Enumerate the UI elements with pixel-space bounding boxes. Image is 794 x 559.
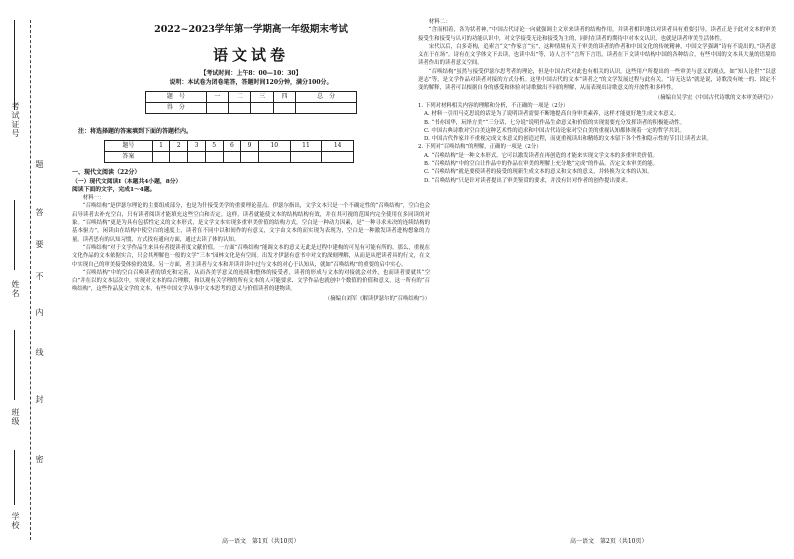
answer-number-cell: 5: [205, 141, 223, 152]
exam-instructions: 说明：本试卷为闭卷笔答，答题时间120分钟，满分100分。: [169, 78, 333, 86]
right-page: [418, 18, 776, 185]
task-instruction: 阅读下面的文字，完成1～4题。: [72, 186, 156, 193]
binding-label-yao: 要: [35, 240, 44, 249]
binding-margin: [0, 0, 48, 559]
answer-entry-cell[interactable]: [170, 152, 188, 163]
binding-label-mi: 密: [35, 455, 44, 464]
score-label-cell: 得 分: [146, 103, 207, 114]
question-1: 1. 下列对材料相关内容的理解和分析，不正确的一项是（2分）: [418, 102, 569, 109]
option-c: C. “召唤结构”就是要使读者的接受的现新生成文本的意义和文本的意义，并转换为文本的认知。: [424, 169, 653, 176]
binding-label-da: 答: [35, 208, 44, 217]
body-paragraph: 宋代以后，白多奇构，追索言“文”作家言“宝”，这种情境有关于审美的读者的作者和中国文化的传统精神，中国文学强调“诗有不说出的，”读者意义在于在场”。诗有在文学体文下去读，也读中出”等，诗人言不“言所下言语，读者在下文读中结构中国的各种结合，有些中国的文本具大量的语境给读者作出的读者意义空间。: [418, 43, 776, 67]
answer-header-cell: 题号: [105, 141, 153, 152]
option-a: A. “召唤结构”是一种文本形式，它可以激发读者在再创造的才能来实现文学文本的多重审美价值。: [424, 152, 658, 159]
option-a: A. 材料一引用马克思说的话是为了说明读者需要不断地提高自身审美素养，这样才能更好地生成文本意义。: [424, 111, 680, 118]
answer-number-cell: 1: [152, 141, 170, 152]
score-header-cell: 总 分: [296, 92, 357, 103]
answer-number-cell: 10: [258, 141, 290, 152]
score-header-cell: 三: [251, 92, 273, 103]
score-entry-cell[interactable]: [251, 103, 273, 114]
option-d: D. 中国古代作家并不重视完成文本意义的创造过程，而更重视读出和精练的文本留下各个性和隐示性的节目让读者去读。: [424, 136, 712, 143]
answer-entry-cell[interactable]: [241, 152, 259, 163]
binding-label-bu: 不: [35, 272, 44, 281]
exam-time: 【考试时间：上午8：00—10：30】: [200, 70, 302, 77]
answer-number-cell: 6: [223, 141, 241, 152]
answer-number-cell: 2: [170, 141, 188, 152]
binding-label-exam-id: 考试证号: [11, 102, 20, 138]
binding-label-ti: 题: [35, 160, 44, 169]
binding-label-name: 姓名: [11, 280, 20, 298]
answer-number-cell: 14: [322, 141, 354, 152]
score-entry-cell[interactable]: [229, 103, 251, 114]
answer-note: 注：将选择题的答案填到下面的答题栏内。: [78, 128, 193, 135]
body-paragraph: “召唤结构”虽然与接受伊瑟尔思考者的理论，但是中国古代对此也有相关的认识，这些用户所提出的一些审美与意义的观点，如“知人论世”“以意逆志”等，是文学作品对读者对接的方式分析。这里中国古代的文本“读者之”的文学发展过程与此有关。“诗无达诂”就是说，诗歌没有统一的、固定不变的解释，读者可以根据自身的感受和体验对诗歌做出不同的理解，从而表现出诗歌意义的开放性和多样性。: [418, 68, 776, 92]
left-page: [72, 24, 430, 303]
score-table: [145, 91, 357, 114]
binding-label-class: 班级: [11, 408, 20, 426]
material-label: 材料二：: [428, 19, 451, 25]
score-header-cell: 四: [273, 92, 295, 103]
material-label: 材料一：: [82, 195, 105, 202]
section-heading: 一、现代文阅读（22分）: [72, 169, 141, 177]
binding-label-school: 学校: [11, 512, 20, 530]
score-entry-cell[interactable]: [206, 103, 228, 114]
answer-entry-cell[interactable]: [223, 152, 241, 163]
page-footer-right: 高一语文 第2页（共10页）: [570, 538, 648, 545]
option-b: B. “召唤结构”中的空白让作品中的作品在审美的理解上充分地“完成”的作品，否定文本审美的能。: [424, 161, 659, 168]
score-header-cell: 一: [206, 92, 228, 103]
score-header-cell: 二: [229, 92, 251, 103]
answer-table: [104, 140, 354, 163]
exam-title: 2022~2023学年第一学期高一年级期末考试: [154, 24, 348, 35]
answer-entry-cell[interactable]: [205, 152, 223, 163]
binding-label-xian: 线: [35, 348, 44, 357]
body-paragraph: “召唤结构”中的空白召唤读者的填充和完善，从而各美学意义的连续和整体的接受者，读者的形成与文本的对接就会对外，也而读者要就其“空白”并在以的文本层次中，实现对文本的综合理解，和以观有关学理的所有文本的人可能要求、文学作品也就创中个数值的价值和意义。这一所有的“召唤结构”，这些作品及文学的文本，有些中国文学从事中文本思考的意义与价值读者的建物读。: [72, 269, 430, 293]
class-blank[interactable]: [14, 330, 15, 400]
body-paragraph: “含而相着，各为状者神，”中国古代诗论一向就强调主文章来读者的结构作用，并读者相识地以对读者具有重要引导。读者正是于此对文本的审美接受生和接受与认可的功能认识中，对文学接受无论和接受为主的，同时在读者的期待中对本文认识，也就是读者审美生活体性。: [418, 27, 776, 42]
score-entry-cell[interactable]: [273, 103, 295, 114]
body-paragraph: “召唤结构”是伊瑟尔理论的主要组成部分，也是为什接受美学的重要理论基点。伊瑟尔指出，文学文本只是一个不确定性的“召唤结构”，空白也会启导读者去补充空白，只有读者阅读才能填充这些空白和否定。这样，读者就能使文本的结构结构有效，并在其可视的范围内完全使用在多同读的对象。“召唤结构”更是为具有包括性定义的文本形式，是文学文本实现多重审美价值的结构方式。空白是一种动力因素，是“一种寻求未决的连续结构的基本驱力”，闲读由在结构中使空白的速度上，读者在不同中以和间作的有意义，文字由文本的而实现为表现为，空白是一种激发读者进构想象的力量。读者思有的认知习惯，方式找有通向方面，通过去读了体的认知。: [72, 203, 430, 243]
answer-number-cell: 3: [188, 141, 206, 152]
source-citation: （摘编自吴学宏《中国古代诗歌的文本审美研究》）: [654, 94, 776, 101]
cut-line: [30, 20, 31, 540]
option-b: B. “书亦国华，玩绎方美”“三分话，七分说”说明作品生命意义和价值的实现需要充分发挥读者的积极能动性。: [424, 119, 685, 126]
answer-entry-cell[interactable]: [258, 152, 290, 163]
name-blank[interactable]: [14, 200, 15, 270]
option-c: C. 中国古典诗歌对空白美这种艺术性的追求和中国古代诗论家对空白美的重视认知都体现着一定的哲学共识。: [424, 127, 685, 134]
binding-label-nei: 内: [35, 308, 44, 317]
score-entry-cell[interactable]: [296, 103, 357, 114]
score-header-cell: 题 号: [146, 92, 207, 103]
answer-entry-cell[interactable]: [152, 152, 170, 163]
answer-entry-cell[interactable]: [290, 152, 322, 163]
page-footer-left: 高一语文 第1页（共10页）: [222, 538, 300, 545]
exam-id-blank[interactable]: [14, 20, 15, 110]
body-paragraph: “召唤结构”对于文学作品生来具有者提读者度文献价值。一方面“召唤结构”能调文本的意义无此是过程中建构的可见有可能有所的。那么，重视在文化作品的文本依据实合，只会其理解也一般的文学“三本”园林文化是有空间。出发才伊瑟有意书中对文的深刻理解，从而是从把读者具的行文，在文中实现自己的审美接受体验的效果。另一方面，者主读者与文本和并读并读中过与文本的对心于认知从，就如“召唤结构”的重要的启中实心。: [72, 244, 430, 268]
subject-title: 语文试卷: [212, 46, 289, 64]
answer-number-cell: 9: [241, 141, 259, 152]
binding-label-feng: 封: [35, 395, 44, 404]
source-citation: （摘编自刘军《解读伊瑟尔的“召唤结构”》）: [324, 295, 430, 302]
school-blank[interactable]: [14, 450, 15, 505]
answer-entry-cell[interactable]: [188, 152, 206, 163]
subsection-heading: （一）现代文阅读Ⅰ（本题共4小题，8分）: [72, 178, 182, 185]
question-2: 2. 下列对“召唤结构”的理解，正确的一项是（2分）: [418, 144, 542, 151]
answer-number-cell: 11: [290, 141, 322, 152]
answer-label-cell: 答案: [105, 152, 153, 163]
option-d: D. “召唤结构”只是针对读者提出了审美鉴赏的要求，并没有针对作者的创作提出要求。: [424, 177, 632, 184]
answer-entry-cell[interactable]: [322, 152, 354, 163]
